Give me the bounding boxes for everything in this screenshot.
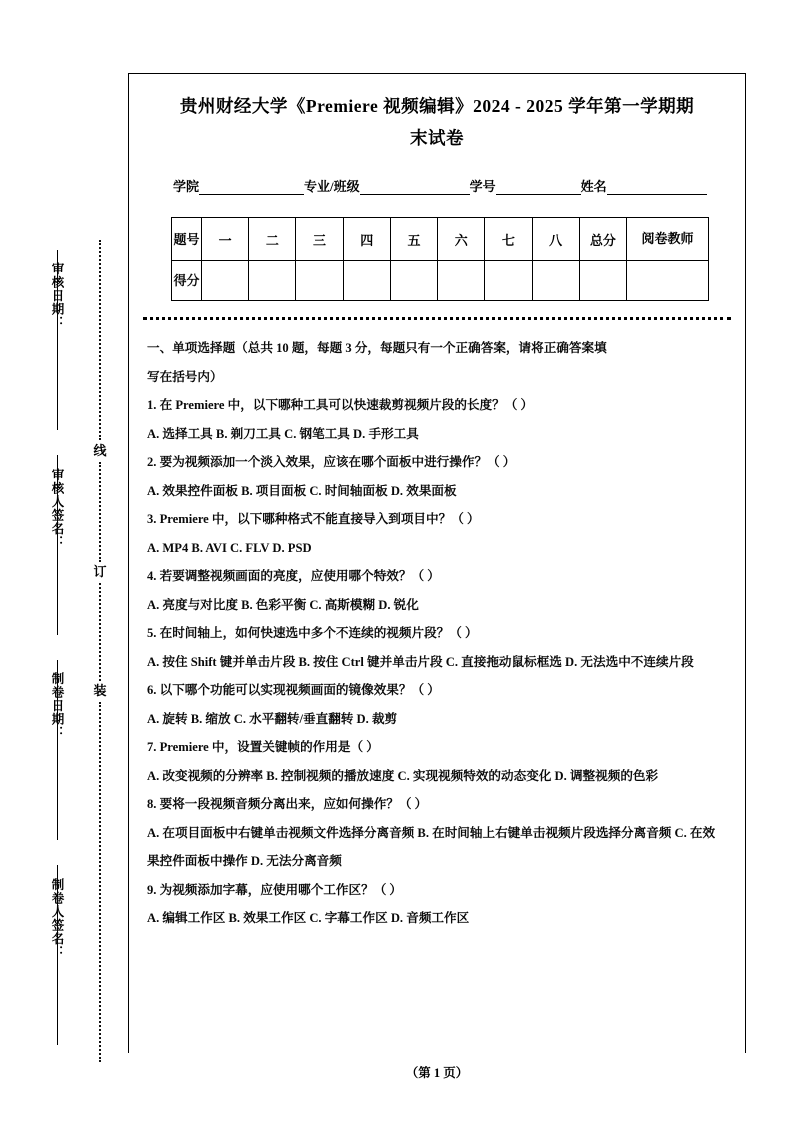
question-2-text: 2. 要为视频添加一个淡入效果，应该在哪个面板中进行操作？（ ）: [147, 455, 516, 469]
score-col-1: 一: [202, 218, 249, 261]
page-footer: （第 1 页）: [405, 1066, 469, 1080]
score-value-5[interactable]: [390, 261, 437, 301]
score-col-grader: 阅卷教师: [627, 218, 709, 261]
binding-char-ding: 订: [90, 562, 110, 581]
score-value-grader[interactable]: [627, 261, 709, 301]
student-id-label: 学号: [469, 179, 496, 194]
score-table: [171, 217, 709, 301]
score-value-4[interactable]: [343, 261, 390, 301]
score-table-row-header-score: 得分: [172, 261, 202, 301]
score-value-7[interactable]: [485, 261, 532, 301]
college-label: 学院: [173, 179, 200, 194]
question-5-options[interactable]: A. 按住 Shift 键并单击片段 B. 按住 Ctrl 键并单击片段 C. 直接拖动鼠标框选 D. 无法选中不连续片段: [147, 654, 694, 669]
score-col-2: 二: [249, 218, 296, 261]
binding-char-line: 线: [90, 441, 110, 460]
exam-content-frame: [128, 73, 746, 1053]
binding-dotted-line-4: [99, 702, 101, 1062]
margin-review-date: 审核日期：: [50, 262, 64, 330]
question-6-text: 6. 以下哪个功能可以实现视频画面的镜像效果？（ ）: [147, 683, 440, 697]
binding-dotted-line-2: [99, 462, 101, 562]
question-4-text: 4. 若要调整视频画面的亮度，应使用哪个特效？（ ）: [147, 569, 440, 583]
score-table-header-row: [172, 218, 709, 261]
page-title-line-2: 末试卷: [410, 128, 464, 148]
score-col-7: 七: [485, 218, 532, 261]
question-5-text: 5. 在时间轴上，如何快速选中多个不连续的视频片段？（ ）: [147, 626, 478, 640]
binding-char-zhuang: 装: [90, 681, 110, 700]
question-2-options[interactable]: A. 效果控件面板 B. 项目面板 C. 时间轴面板 D. 效果面板: [147, 483, 457, 498]
question-7-text: 7. Premiere 中，设置关键帧的作用是（ ）: [147, 740, 379, 754]
score-value-1[interactable]: [202, 261, 249, 301]
question-9-text: 9. 为视频添加字幕，应使用哪个工作区？（ ）: [147, 882, 403, 897]
score-value-6[interactable]: [438, 261, 485, 301]
college-input[interactable]: [199, 181, 304, 195]
page-title: [143, 88, 731, 154]
question-8-text: 8. 要将一段视频音频分离出来，应如何操作？（ ）: [147, 797, 428, 811]
name-input[interactable]: [607, 181, 707, 195]
score-value-total[interactable]: [579, 261, 626, 301]
major-class-input[interactable]: [360, 181, 470, 195]
question-7-options[interactable]: A. 改变视频的分辨率 B. 控制视频的播放速度 C. 实现视频特效的动态变化 D. 调整视频的色彩: [147, 768, 659, 783]
score-col-total: 总分: [579, 218, 626, 261]
margin-compile-date: 制卷日期：: [50, 672, 64, 740]
page-title-line-1: 贵州财经大学《Premiere 视频编辑》2024 - 2025 学年第一学期期: [179, 96, 695, 116]
student-id-input[interactable]: [496, 181, 581, 195]
question-6-options[interactable]: A. 旋转 B. 缩放 C. 水平翻转/垂直翻转 D. 裁剪: [147, 711, 398, 726]
score-value-2[interactable]: [249, 261, 296, 301]
section-heading-line-2: 写在括号内）: [147, 369, 223, 384]
score-value-3[interactable]: [296, 261, 343, 301]
score-col-8: 八: [532, 218, 579, 261]
question-9-options[interactable]: A. 编辑工作区 B. 效果工作区 C. 字幕工作区 D. 音频工作区: [147, 911, 470, 925]
major-class-label: 专业/班级: [304, 179, 360, 194]
question-3-text: 3. Premiere 中，以下哪种格式不能直接导入到项目中？（ ）: [147, 512, 480, 526]
score-col-6: 六: [438, 218, 485, 261]
binding-dotted-line-1: [99, 240, 101, 440]
question-1-text: 1. 在 Premiere 中，以下哪种工具可以快速裁剪视频片段的长度？（ ）: [147, 398, 534, 412]
score-table-value-row: [172, 261, 709, 301]
score-col-5: 五: [390, 218, 437, 261]
score-col-3: 三: [296, 218, 343, 261]
score-value-8[interactable]: [532, 261, 579, 301]
score-table-row-header-question: 题号: [172, 218, 202, 261]
exam-body: [143, 320, 731, 933]
name-label: 姓名: [580, 179, 607, 194]
question-3-options[interactable]: A. MP4 B. AVI C. FLV D. PSD: [147, 540, 312, 555]
student-info-row: [143, 176, 731, 195]
margin-reviewer-signature: 审核人签名：: [50, 468, 64, 549]
score-table-wrapper: [143, 217, 731, 301]
question-4-options[interactable]: A. 亮度与对比度 B. 色彩平衡 C. 高斯模糊 D. 锐化: [147, 597, 419, 612]
margin-compiler-signature: 制卷人签名：: [50, 878, 64, 959]
binding-dotted-line-3: [99, 583, 101, 681]
section-heading-line-1: 一、单项选择题（总共 10 题，每题 3 分，每题只有一个正确答案，请将正确答案填: [147, 341, 607, 355]
question-1-options[interactable]: A. 选择工具 B. 剃刀工具 C. 钢笔工具 D. 手形工具: [147, 426, 419, 441]
score-col-4: 四: [343, 218, 390, 261]
question-8-options[interactable]: A. 在项目面板中右键单击视频文件选择分离音频 B. 在时间轴上右键单击视频片段选择分离音频 C. 在效果控件面板中操作 D. 无法分离音频: [147, 825, 716, 868]
